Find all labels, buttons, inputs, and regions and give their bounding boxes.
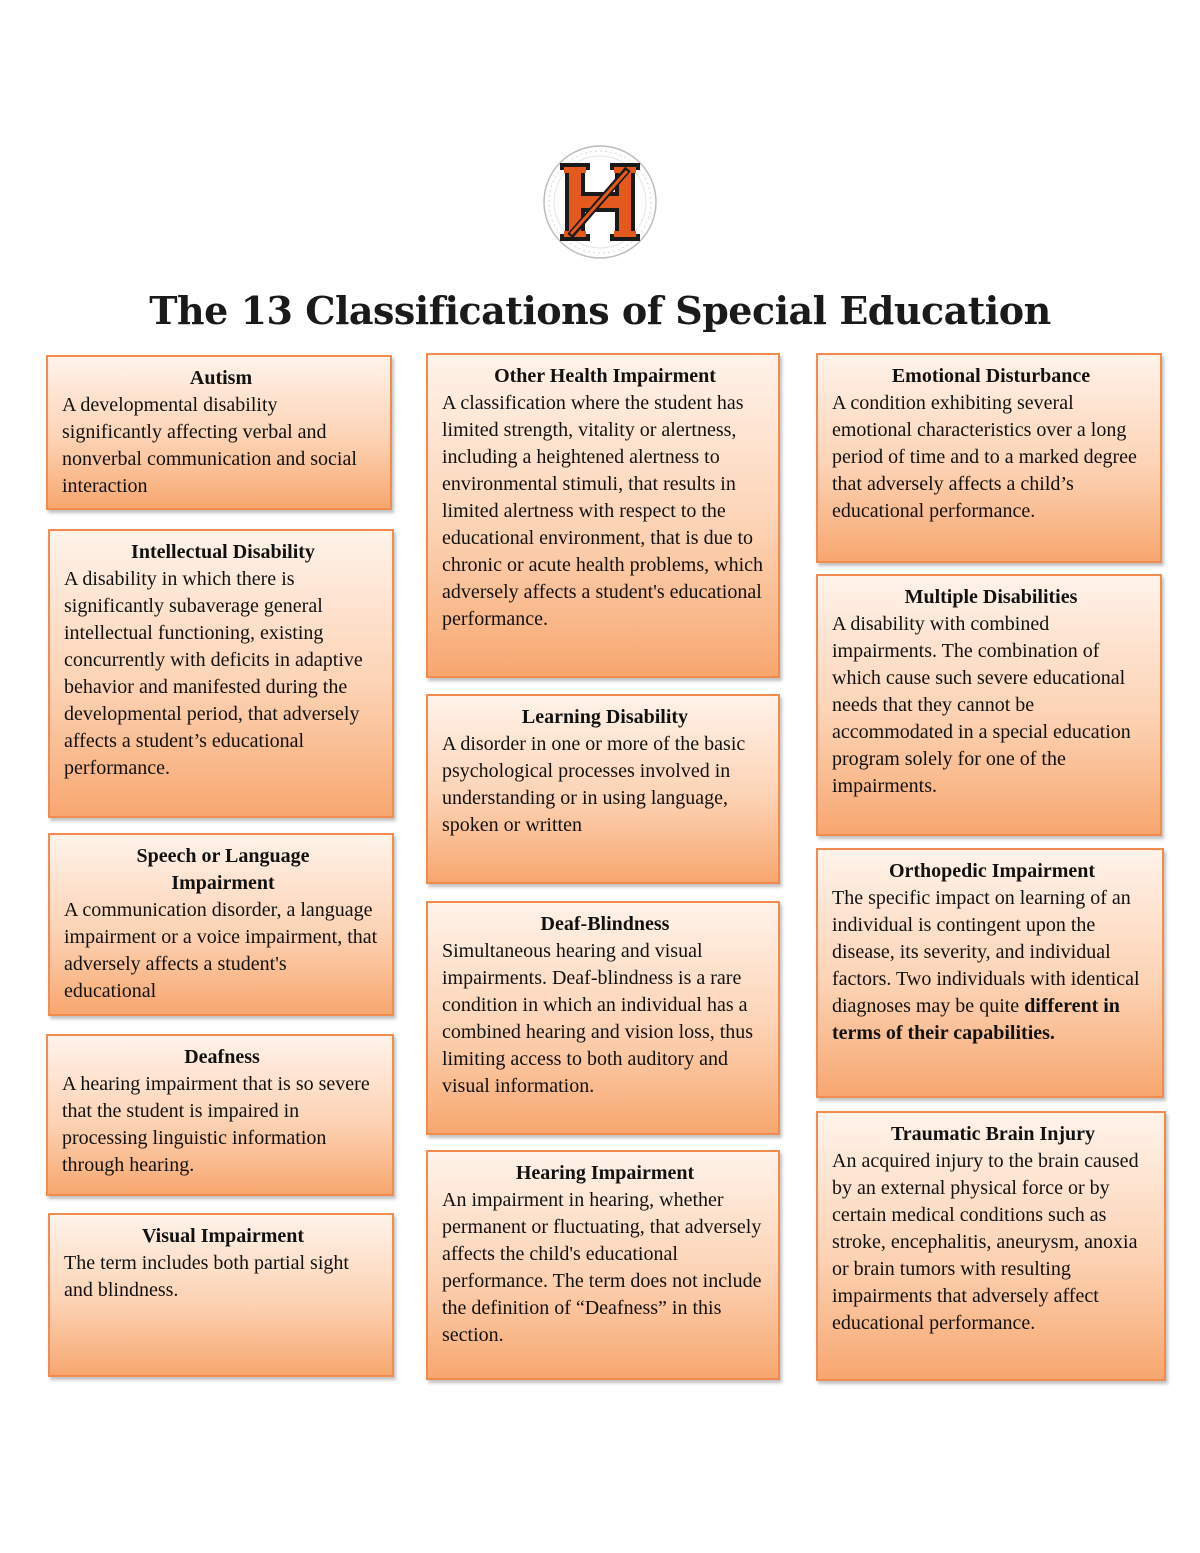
card-traumatic-brain-injury	[816, 1111, 1166, 1381]
card-title: Emotional Disturbance	[891, 365, 1091, 387]
card-description	[832, 885, 1152, 1047]
card-title: Learning Disability	[521, 706, 689, 728]
card-description-emphasis: different in terms of their capabilities.	[832, 995, 1120, 1044]
h-letter-seal-icon	[540, 143, 660, 261]
card-title: Intellectual Disability	[131, 541, 315, 563]
card-description: A disability with combined impairments. The combination of which cause such severe educational needs that they cannot be accommodated in a special education program solely for one of the impairments.	[832, 613, 1131, 797]
card-other-health-impairment	[426, 353, 780, 678]
card-title: Hearing Impairment	[515, 1162, 695, 1184]
card-description: A communication disorder, a language impairment or a voice impairment, that adversely affects a student's educational	[64, 899, 378, 1002]
card-visual-impairment	[48, 1213, 394, 1377]
card-description: A hearing impairment that is so severe that the student is impaired in processing linguistic information through hearing.	[62, 1073, 370, 1176]
card-title: Multiple Disabilities	[904, 586, 1078, 608]
card-hearing-impairment	[426, 1150, 780, 1380]
card-description-text: The specific impact on learning of an individual is contingent upon the disease, its severity, and individual factors. Two individuals with identical diagnoses may be quite	[832, 887, 1140, 1017]
card-title: Visual Impairment	[141, 1225, 305, 1247]
card-description: A disorder in one or more of the basic psychological processes involved in understanding or in using language, spoken or written	[442, 733, 746, 836]
card-description: An impairment in hearing, whether permanent or fluctuating, that adversely affects the child's educational performance. The term does not include the definition of “Deafness” in this section.	[442, 1189, 762, 1346]
card-learning-disability	[426, 694, 780, 884]
card-description: A classification where the student has limited strength, vitality or alertness, including a heightened alertness to environmental stimuli, that results in limited alertness with respect to the educational environment, that is due to chronic or acute health problems, which adversely affects a student's educational performance.	[442, 392, 763, 630]
card-title: Deaf-Blindness	[540, 913, 670, 935]
card-multiple-disabilities	[816, 574, 1162, 836]
card-description: The term includes both partial sight and blindness.	[64, 1252, 349, 1301]
card-title: Orthopedic Impairment	[888, 860, 1096, 882]
card-intellectual-disability	[48, 529, 394, 818]
card-emotional-disturbance	[816, 353, 1162, 563]
page-title: The 13 Classifications of Special Education	[149, 288, 1051, 333]
card-description: A disability in which there is significantly subaverage general intellectual functioning, existing concurrently with deficits in adaptive behavior and manifested during the developmental period, that adversely affects a student’s educational performance.	[64, 568, 363, 779]
card-title: Deafness	[184, 1046, 260, 1068]
card-description: Simultaneous hearing and visual impairments. Deaf-blindness is a rare condition in which an individual has a combined hearing and vision loss, thus limiting access to both auditory and visual information.	[442, 940, 754, 1097]
card-deafness	[46, 1034, 394, 1196]
card-title: Autism	[189, 367, 253, 389]
card-title: Other Health Impairment	[494, 365, 716, 387]
card-speech-or-language-impairment	[48, 833, 394, 1016]
card-orthopedic-impairment	[816, 848, 1164, 1098]
card-title: Speech or Language Impairment	[136, 845, 310, 894]
card-description: A developmental disability significantly affecting verbal and nonverbal communication and social interaction	[62, 394, 357, 497]
card-description: A condition exhibiting several emotional characteristics over a long period of time and to a marked degree that adversely affects a child’s educational performance.	[832, 392, 1137, 522]
card-autism	[46, 355, 392, 510]
card-title: Traumatic Brain Injury	[890, 1123, 1096, 1145]
card-description: An acquired injury to the brain caused by an external physical force or by certain medical conditions such as stroke, encephalitis, aneurysm, anoxia or brain tumors with resulting impairments that adversely affect educational performance.	[832, 1150, 1139, 1334]
card-deaf-blindness	[426, 901, 780, 1135]
